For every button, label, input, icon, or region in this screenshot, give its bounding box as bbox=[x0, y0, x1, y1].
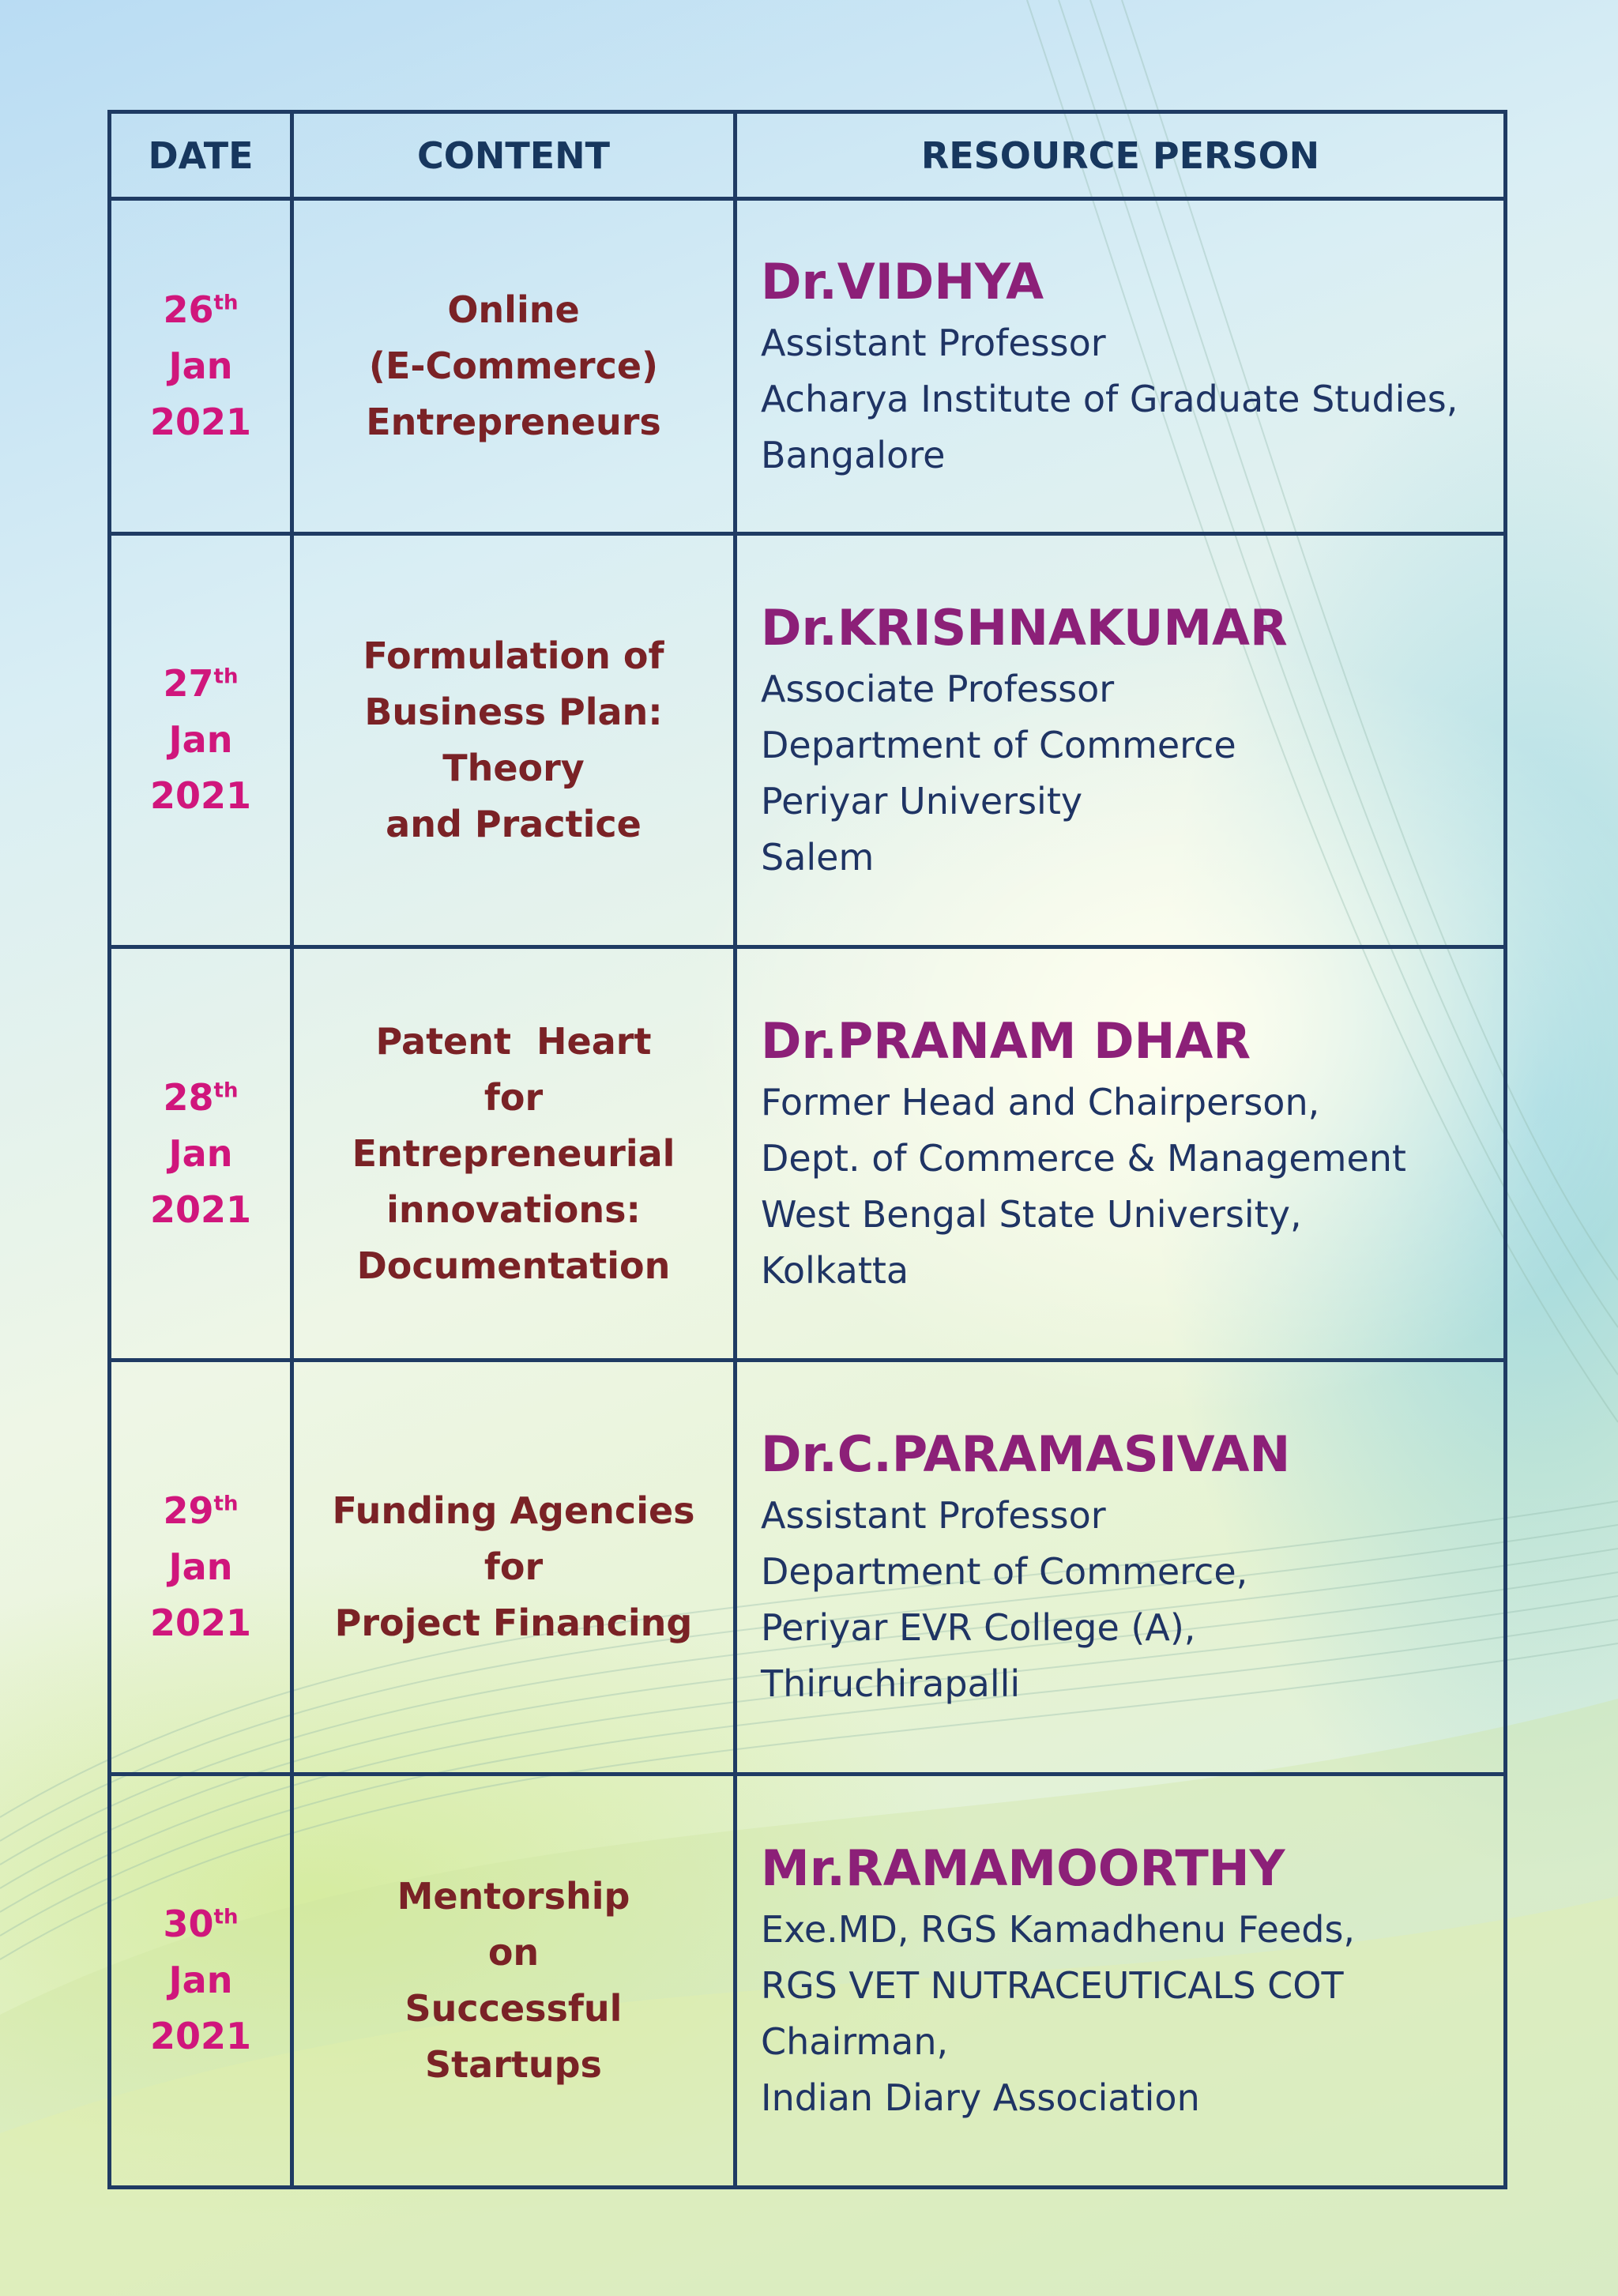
date-year: 2021 bbox=[149, 1601, 252, 1644]
date-day: 29 bbox=[163, 1489, 214, 1532]
date-day: 27 bbox=[163, 662, 214, 706]
content-line: Project Financing bbox=[334, 1601, 693, 1644]
date-day: 30 bbox=[163, 1903, 214, 1946]
content-line: (E-Commerce) bbox=[368, 344, 659, 387]
schedule-table bbox=[107, 110, 1507, 2189]
date-month: Jan bbox=[168, 1959, 233, 2002]
person-detail-line: RGS VET NUTRACEUTICALS COT bbox=[761, 1963, 1344, 2007]
date-day-suffix: th bbox=[213, 1078, 239, 1103]
content-line: on bbox=[487, 1930, 540, 1974]
person-name: Mr.RAMAMOORTHY bbox=[761, 1839, 1285, 1897]
date-day-line bbox=[111, 656, 290, 712]
content-line: Funding Agencies bbox=[332, 1489, 695, 1532]
content-line: and Practice bbox=[386, 802, 642, 845]
date-cell bbox=[110, 533, 292, 947]
content-line: Successful bbox=[404, 1986, 623, 2030]
content-line: for bbox=[484, 1545, 544, 1588]
date-day-line bbox=[111, 282, 290, 338]
content-cell bbox=[292, 1361, 736, 1774]
resource-person-cell bbox=[736, 533, 1506, 947]
person-detail-line: Department of Commerce bbox=[761, 723, 1236, 766]
date-day-line bbox=[111, 1896, 290, 1952]
table-row bbox=[110, 533, 1506, 947]
content-line: Business Plan: bbox=[364, 690, 663, 733]
person-detail-line: Exe.MD, RGS Kamadhenu Feeds, bbox=[761, 1907, 1356, 1951]
person-name: Dr.VIDHYA bbox=[761, 252, 1044, 311]
person-detail-line: Indian Diary Association bbox=[761, 2076, 1200, 2119]
date-year: 2021 bbox=[149, 1188, 252, 1231]
person-name: Dr.KRISHNAKUMAR bbox=[761, 598, 1288, 657]
resource-person-cell bbox=[736, 947, 1506, 1361]
table-row bbox=[110, 947, 1506, 1361]
date-year: 2021 bbox=[149, 400, 252, 443]
date-day-suffix: th bbox=[213, 1492, 239, 1516]
date-month: Jan bbox=[168, 1131, 233, 1175]
person-detail-line: Periyar EVR College (A), bbox=[761, 1606, 1196, 1650]
content-line: for bbox=[484, 1075, 544, 1119]
header-resource-person: RESOURCE PERSON bbox=[736, 112, 1506, 199]
person-detail-line: Thiruchirapalli bbox=[761, 1662, 1021, 1706]
content-line: Entrepreneurial bbox=[352, 1131, 675, 1175]
resource-person-cell bbox=[736, 1361, 1506, 1774]
date-cell bbox=[110, 1774, 292, 2187]
person-detail-line: West Bengal State University, bbox=[761, 1193, 1302, 1236]
content-line: Online bbox=[447, 288, 580, 331]
person-name: Dr.C.PARAMASIVAN bbox=[761, 1425, 1291, 1484]
date-day: 26 bbox=[163, 288, 214, 331]
person-detail-line: Associate Professor bbox=[761, 667, 1115, 710]
person-name: Dr.PRANAM DHAR bbox=[761, 1012, 1251, 1071]
date-cell bbox=[110, 947, 292, 1361]
person-detail-line: Assistant Professor bbox=[761, 1494, 1106, 1538]
content-cell bbox=[292, 947, 736, 1361]
person-detail-line: Acharya Institute of Graduate Studies, bbox=[761, 377, 1458, 420]
person-detail-line: Kolkatta bbox=[761, 1249, 909, 1293]
content-line: Documentation bbox=[356, 1244, 671, 1287]
date-month: Jan bbox=[168, 718, 233, 762]
table-row bbox=[110, 1774, 1506, 2187]
date-month: Jan bbox=[168, 1545, 233, 1588]
date-day-line bbox=[111, 1070, 290, 1126]
header-date: DATE bbox=[110, 112, 292, 199]
resource-person-cell bbox=[736, 1774, 1506, 2187]
person-detail-line: Salem bbox=[761, 835, 875, 879]
content-cell bbox=[292, 199, 736, 534]
content-line: Formulation of bbox=[363, 634, 664, 677]
content-line: Patent Heart bbox=[375, 1019, 652, 1063]
person-detail-line: Department of Commerce, bbox=[761, 1550, 1248, 1594]
date-day-suffix: th bbox=[213, 1905, 239, 1929]
content-line: Mentorship bbox=[397, 1874, 630, 1918]
date-day: 28 bbox=[163, 1075, 214, 1119]
person-detail-line: Former Head and Chairperson, bbox=[761, 1081, 1320, 1124]
date-day-line bbox=[111, 1483, 290, 1539]
content-cell bbox=[292, 1774, 736, 2187]
date-cell bbox=[110, 199, 292, 534]
content-line: Entrepreneurs bbox=[366, 400, 661, 443]
table-row bbox=[110, 199, 1506, 534]
resource-person-cell bbox=[736, 199, 1506, 534]
person-detail-line: Bangalore bbox=[761, 433, 946, 476]
date-day-suffix: th bbox=[213, 291, 239, 315]
date-year: 2021 bbox=[149, 774, 252, 818]
person-detail-line: Assistant Professor bbox=[761, 321, 1106, 364]
date-month: Jan bbox=[168, 344, 233, 387]
table-row bbox=[110, 1361, 1506, 1774]
date-day-suffix: th bbox=[213, 665, 239, 690]
person-detail-line: Periyar University bbox=[761, 779, 1083, 822]
schedule-body bbox=[110, 199, 1506, 2188]
content-cell bbox=[292, 533, 736, 947]
header-row bbox=[110, 112, 1506, 199]
content-line: Theory bbox=[442, 746, 585, 789]
header-content: CONTENT bbox=[292, 112, 736, 199]
content-line: Startups bbox=[425, 2042, 602, 2086]
person-detail-line: Chairman, bbox=[761, 2019, 949, 2063]
date-year: 2021 bbox=[149, 2015, 252, 2058]
date-cell bbox=[110, 1361, 292, 1774]
content-line: innovations: bbox=[386, 1188, 641, 1231]
person-detail-line: Dept. of Commerce & Management bbox=[761, 1137, 1406, 1180]
